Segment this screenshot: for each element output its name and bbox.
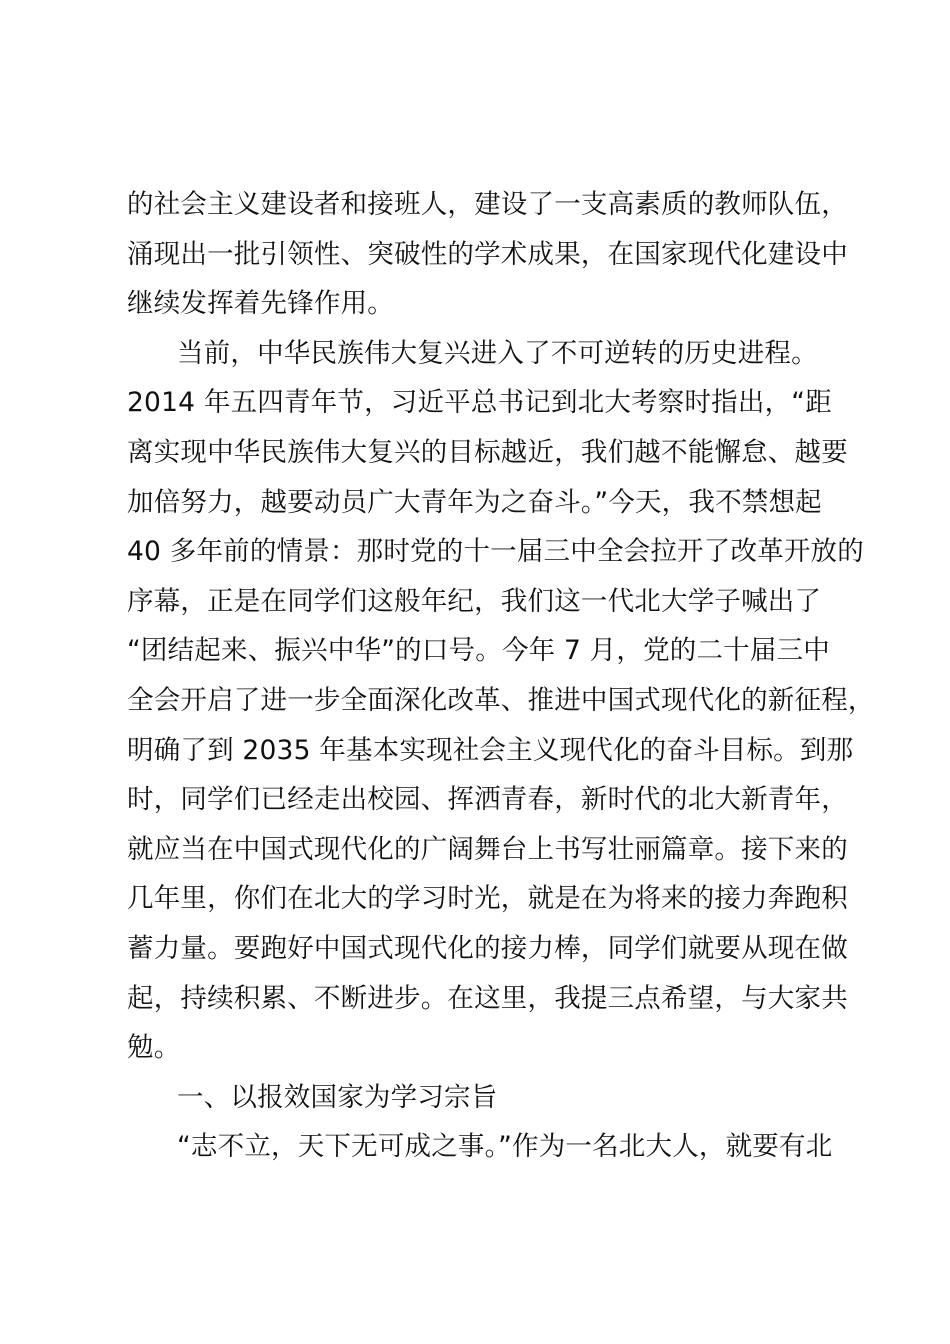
- text-line: 明确了到 2035 年基本实现社会主义现代化的奋斗目标。到那: [127, 734, 854, 766]
- section-heading: 一、以报效国家为学习宗旨: [177, 1081, 498, 1113]
- text-line: 起，持续积累、不断进步。在这里，我提三点希望，与大家共: [127, 982, 848, 1014]
- text-line: 序幕，正是在同学们这般年纪，我们这一代北大学子喊出了: [127, 585, 822, 617]
- text-line: 的社会主义建设者和接班人，建设了一支高素质的教师队伍，: [127, 189, 848, 220]
- paragraph-first-line: 当前，中华民族伟大复兴进入了不可逆转的历史进程。: [177, 337, 818, 369]
- text-line: 勉。: [127, 1032, 181, 1064]
- text-line: 涌现出一批引领性、突破性的学术成果，在国家现代化建设中: [127, 238, 848, 270]
- text-line: 加倍努力，越要动员广大青年为之奋斗。”今天，我不禁想起: [127, 486, 822, 518]
- text-line: 几年里，你们在北大的学习时光，就是在为将来的接力奔跑积: [127, 883, 848, 915]
- body-text: [127, 180, 875, 1172]
- text-line: 2014 年五四青年节，习近平总书记到北大考察时指出，“距: [127, 387, 832, 419]
- text-line: 就应当在中国式现代化的广阔舞台上书写壮丽篇章。接下来的: [127, 833, 848, 865]
- text-line: 继续发挥着先锋作用。: [127, 288, 394, 320]
- text-line: 40 多年前的情景：那时党的十一届三中全会拉开了改革开放的: [127, 536, 864, 568]
- text-line: 时，同学们已经走出校园、挥洒青春，新时代的北大新青年，: [127, 784, 848, 816]
- text-line: 全会开启了进一步全面深化改革、推进中国式现代化的新征程，: [127, 684, 875, 716]
- paragraph-first-line: “志不立，天下无可成之事。”作为一名北大人，就要有北: [177, 1131, 833, 1163]
- text-line: “团结起来、振兴中华”的口号。今年 7 月，党的二十届三中: [127, 635, 830, 667]
- text-line: 蓄力量。要跑好中国式现代化的接力棒，同学们就要从现在做: [127, 932, 848, 964]
- text-line: 离实现中华民族伟大复兴的目标越近，我们越不能懈怠、越要: [127, 436, 848, 468]
